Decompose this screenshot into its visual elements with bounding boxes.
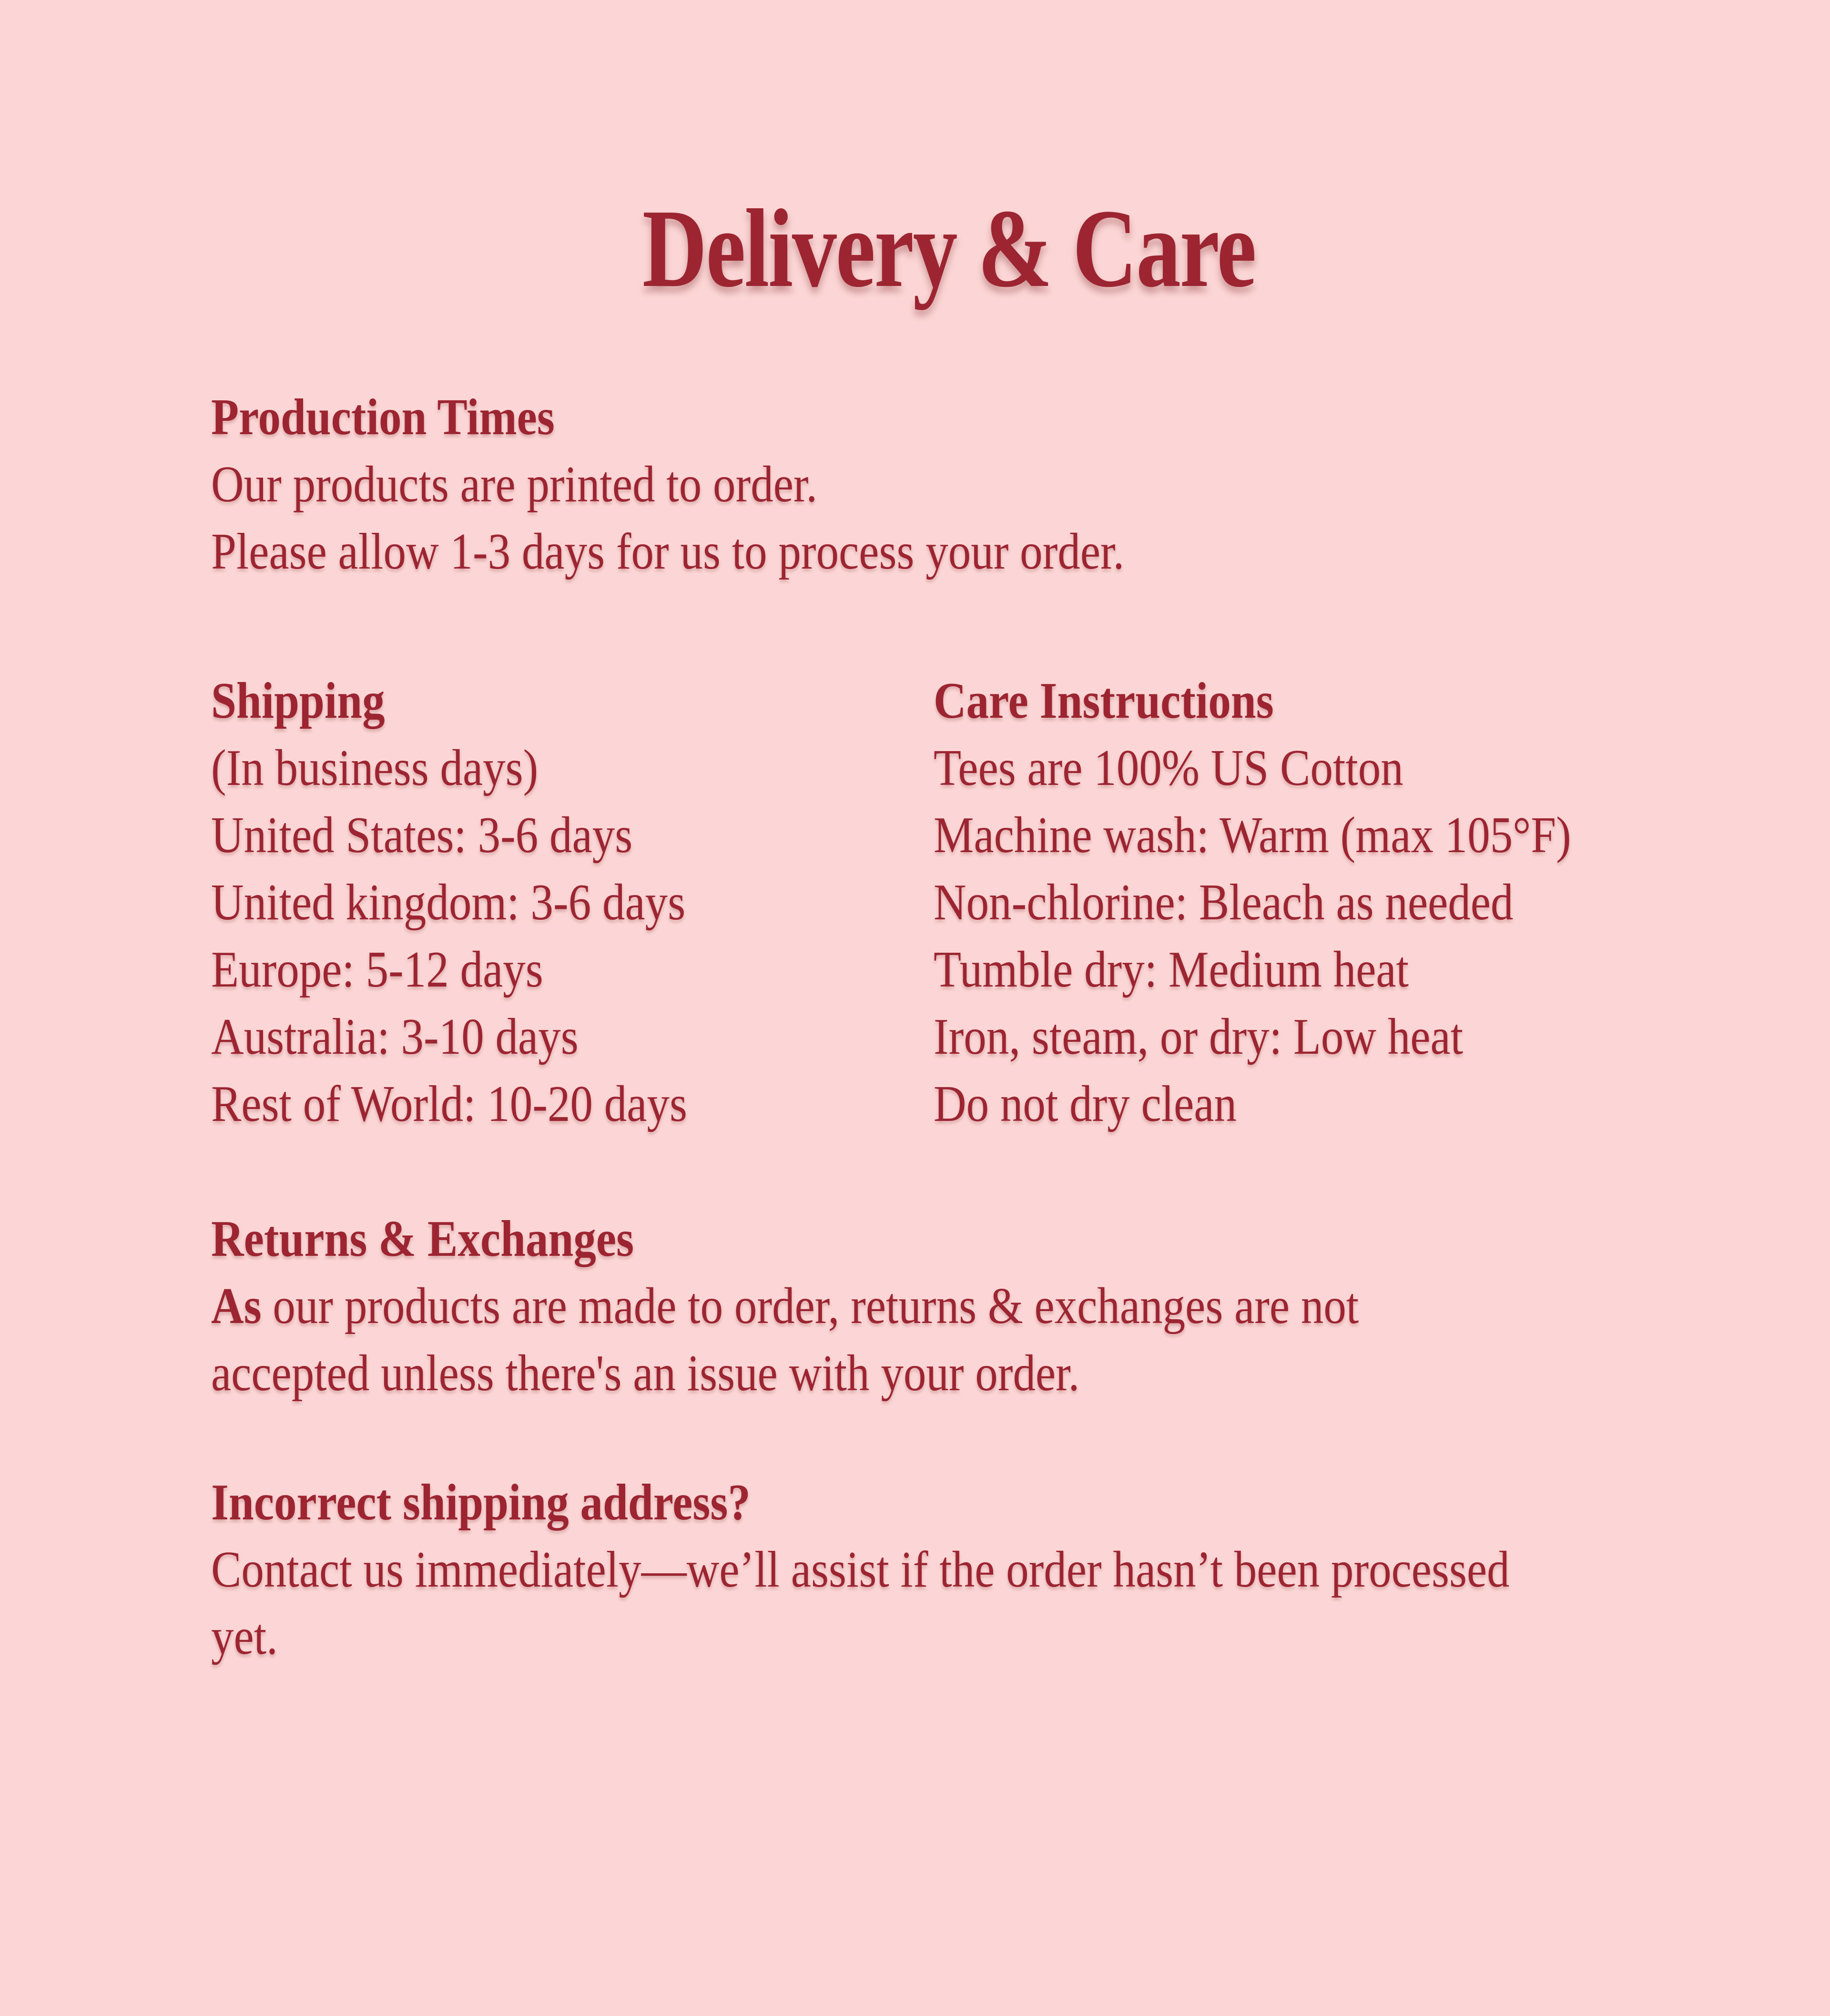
address-line-1: Contact us immediately—we’ll assist if the order hasn’t been processed: [211, 1541, 1510, 1599]
shipping-heading: Shipping: [211, 672, 385, 730]
policy-card: [0, 186, 1830, 1670]
section-shipping: [211, 667, 934, 1138]
production-line-1: Our products are printed to order.: [211, 456, 818, 513]
section-address: [211, 1469, 1687, 1670]
shipping-care-columns: [211, 667, 1687, 1138]
returns-heading: Returns & Exchanges: [211, 1211, 634, 1268]
care-line-4: Tumble dry: Medium heat: [934, 941, 1409, 998]
address-heading: Incorrect shipping address?: [211, 1474, 751, 1531]
care-heading: Care Instructions: [934, 672, 1274, 730]
shipping-line-5: Australia: 3-10 days: [211, 1008, 579, 1066]
shipping-line-4: Europe: 5-12 days: [211, 941, 543, 998]
care-line-2: Machine wash: Warm (max 105°F): [934, 807, 1571, 864]
section-production: [211, 384, 1687, 585]
returns-line-1-rest: our products are made to order, returns & exchanges are not: [261, 1278, 1359, 1335]
returns-line-2: accepted unless there's an issue with your order.: [211, 1345, 1080, 1402]
production-heading: Production Times: [211, 389, 555, 446]
shipping-line-2: United States: 3-6 days: [211, 807, 633, 864]
shipping-line-6: Rest of World: 10-20 days: [211, 1076, 687, 1133]
care-line-1: Tees are 100% US Cotton: [934, 740, 1403, 797]
section-care: [934, 667, 1687, 1138]
shipping-line-1: (In business days): [211, 740, 539, 797]
returns-lead-word: As: [211, 1278, 262, 1335]
production-line-2: Please allow 1-3 days for us to process your order.: [211, 523, 1125, 580]
care-line-3: Non-chlorine: Bleach as needed: [934, 874, 1514, 931]
title-row: [211, 186, 1687, 311]
section-returns: [211, 1205, 1687, 1407]
care-line-5: Iron, steam, or dry: Low heat: [934, 1008, 1464, 1066]
care-line-6: Do not dry clean: [934, 1076, 1237, 1133]
address-line-2: yet.: [211, 1609, 278, 1666]
page-title: Delivery & Care: [642, 186, 1256, 310]
returns-line-1: [211, 1273, 1510, 1340]
shipping-line-3: United kingdom: 3-6 days: [211, 874, 686, 931]
